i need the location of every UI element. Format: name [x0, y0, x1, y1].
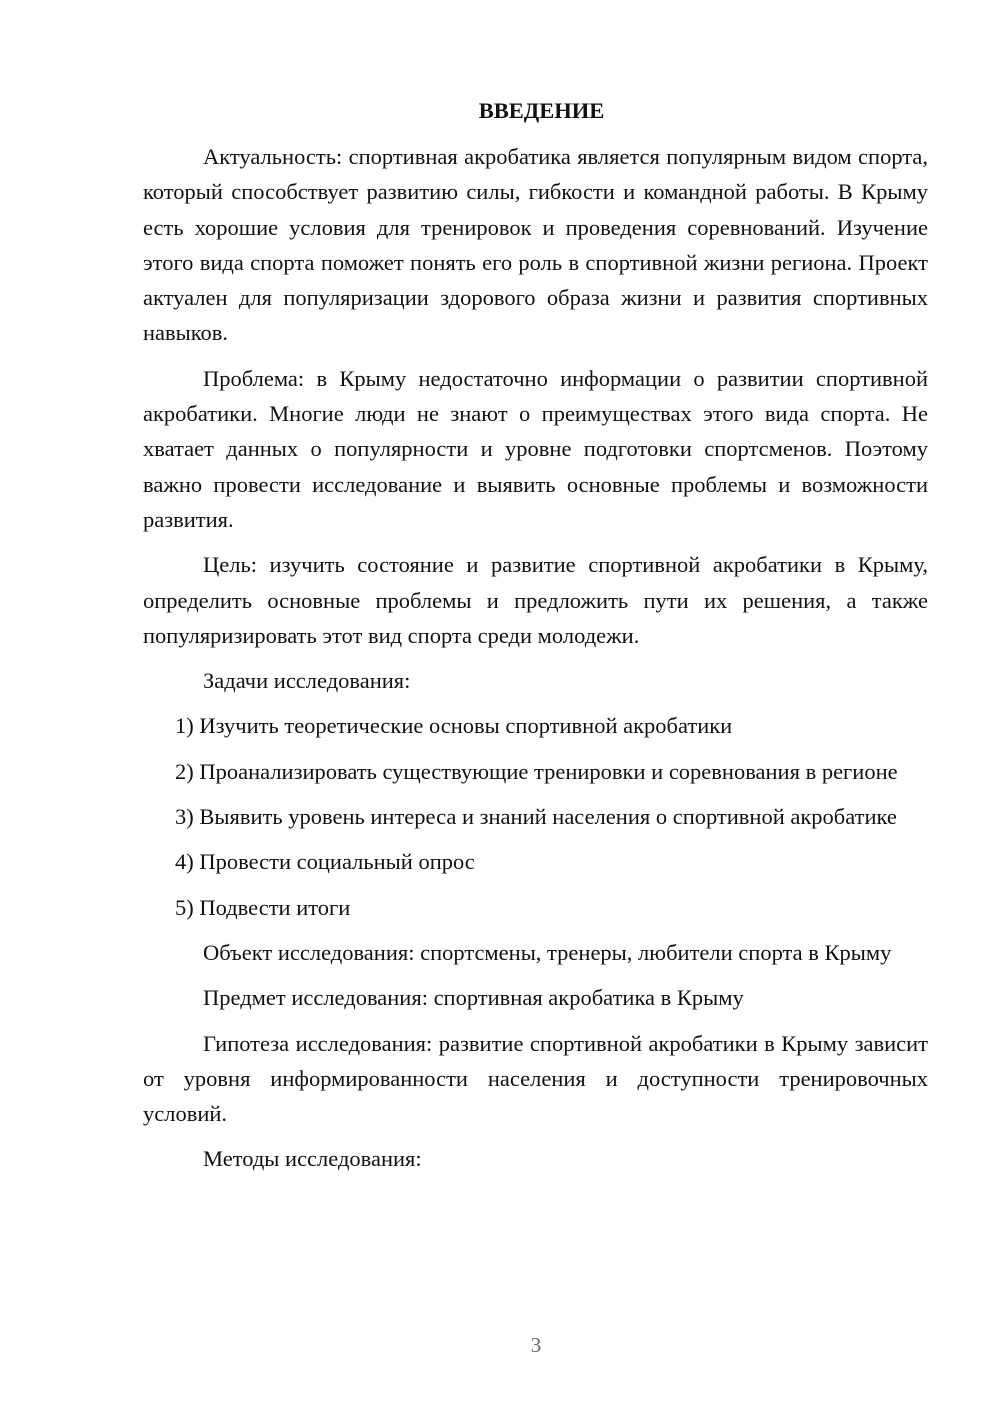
task-item: 2) Проанализировать существующие тренировки и соревнования в регионе — [175, 758, 898, 784]
object-paragraph: Объект исследования: спортсмены, тренеры, любители спорта в Крыму — [203, 939, 892, 965]
section-title: ВВЕДЕНИЕ — [478, 98, 605, 123]
subject-paragraph: Предмет исследования: спортивная акробатика в Крыму — [203, 985, 744, 1011]
methods-heading: Методы исследования: — [203, 1146, 422, 1172]
task-item: 4) Провести социальный опрос — [175, 849, 475, 875]
document-page — [143, 95, 928, 1187]
hypothesis-paragraph: Гипотеза исследования: развитие спортивной акробатики в Крыму зависит от уровня информированности населения и доступности тренировочных условий. — [143, 1030, 928, 1127]
problem-paragraph: Проблема: в Крыму недостаточно информации о развитии спортивной акробатики. Многие люди не знают о преимуществах этого вида спорта. Не хватает данных о популярности и уровне подготовки спортсменов. Поэтому важно провести исследование и выявить основные проблемы и возможности развития. — [143, 365, 928, 532]
task-item: 1) Изучить теоретические основы спортивной акробатики — [175, 713, 733, 739]
page-number: 3 — [530, 1333, 542, 1357]
task-item: 5) Подвести итоги — [175, 894, 351, 920]
task-item: 3) Выявить уровень интереса и знаний населения о спортивной акробатике — [175, 804, 897, 830]
goal-paragraph: Цель: изучить состояние и развитие спортивной акробатики в Крыму, определить основные проблемы и предложить пути их решения, а также популяризировать этот вид спорта среди молодежи. — [143, 552, 928, 648]
relevance-paragraph: Актуальность: спортивная акробатика является популярным видом спорта, который способствует развитию силы, гибкости и командной работы. В Крыму есть хорошие условия для тренировок и проведения соревнований. Изучение этого вида спорта поможет понять его роль в спортивной жизни региона. Проект актуален для популяризации здорового образа жизни и развития спортивных навыков. — [143, 144, 928, 346]
tasks-heading: Задачи исследования: — [203, 668, 411, 694]
